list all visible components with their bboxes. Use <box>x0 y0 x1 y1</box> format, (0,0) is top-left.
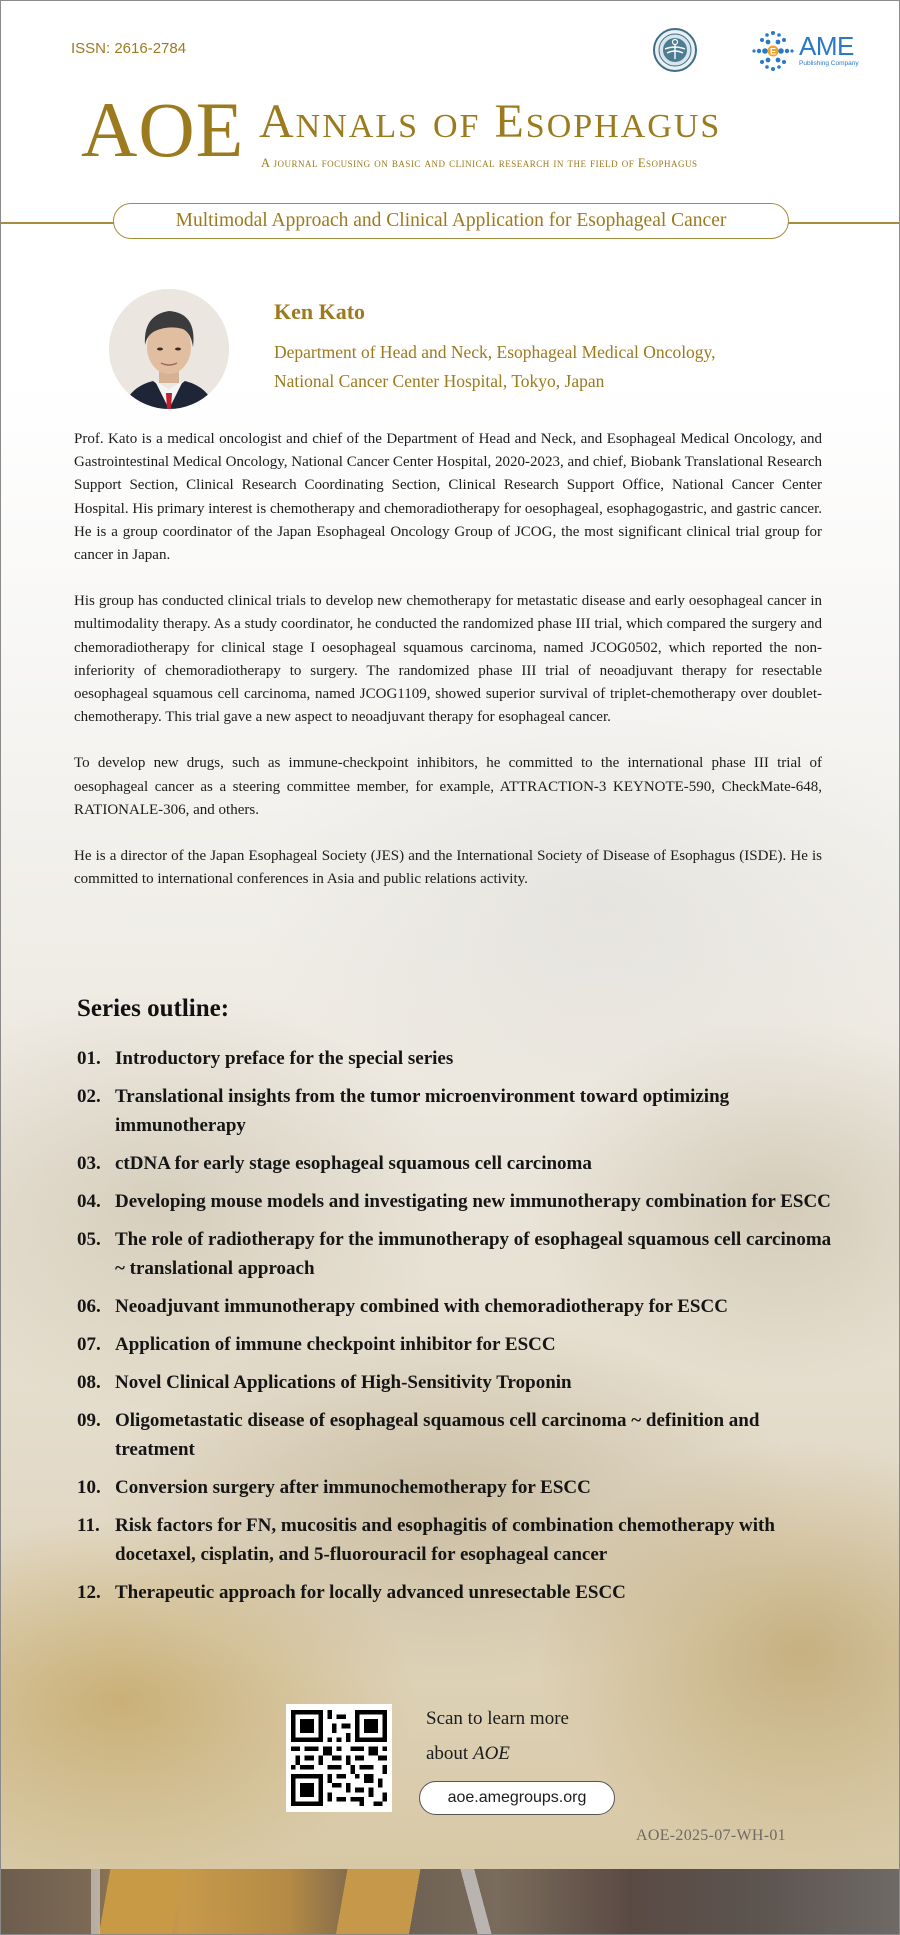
affiliation-line-2: National Cancer Center Hospital, Tokyo, Japan <box>274 371 605 391</box>
outline-heading: Series outline: <box>77 995 230 1022</box>
outline-item <box>77 1292 837 1321</box>
ame-wordmark: AME <box>799 31 854 61</box>
bio-paragraph: His group has conducted clinical trials to develop new chemotherapy for metastatic disease and early oesophageal cancer in multimodality therapy. As a study coordinator, he conducted the randomized phase III trial, which compared the surgery and chemoradiotherapy for clinical stage I oesophageal squamous carcinoma, named JCOG0502, which reported the non-inferiority of chemoradiotherapy to surgery. The randomized phase III trial of neoadjuvant therapy for resectable oesophageal squamous cell carcinoma, named JCOG1109, showed superior survival of triplet-chemotherapy over doublet-chemotherapy. This trial gave a new aspect to neoadjuvant therapy for esophageal cancer. <box>74 593 822 726</box>
outline-number: 09. <box>77 1410 101 1431</box>
divider-right <box>787 222 900 224</box>
outline-number: 08. <box>77 1372 101 1393</box>
series-title: Multimodal Approach and Clinical Application for Esophageal Cancer <box>113 203 789 239</box>
outline-item <box>77 1473 837 1502</box>
scan-line-1: Scan to learn more <box>426 1708 569 1729</box>
outline-item <box>77 1330 837 1359</box>
outline-item <box>77 1578 837 1607</box>
outline-text: ctDNA for early stage esophageal squamous cell carcinoma <box>115 1153 592 1174</box>
outline-number: 01. <box>77 1048 101 1069</box>
outline-text: Novel Clinical Applications of High-Sensitivity Troponin <box>115 1372 572 1393</box>
outline-text: Conversion surgery after immunochemotherapy for ESCC <box>115 1477 591 1498</box>
outline-item <box>77 1044 837 1073</box>
qr-code-icon[interactable] <box>286 1704 392 1812</box>
outline-number: 11. <box>77 1515 100 1536</box>
outline-number: 06. <box>77 1296 101 1317</box>
scan-line-2-prefix: about <box>426 1743 473 1764</box>
outline-number: 03. <box>77 1153 101 1174</box>
svg-text:E: E <box>769 46 777 57</box>
scan-line-2-journal: AOE <box>472 1743 510 1764</box>
outline-text: Developing mouse models and investigating new immunotherapy combination for ESCC <box>115 1191 831 1212</box>
author-name: Ken Kato <box>274 299 366 324</box>
outline-number: 10. <box>77 1477 101 1498</box>
outline-text: Introductory preface for the special series <box>115 1048 454 1069</box>
outline-number: 07. <box>77 1334 101 1355</box>
issn-label: ISSN: 2616-2784 <box>71 40 187 57</box>
author-portrait <box>109 289 229 409</box>
outline-text: Neoadjuvant immunotherapy combined with chemoradiotherapy for ESCC <box>115 1296 728 1317</box>
outline-number: 04. <box>77 1191 101 1212</box>
affiliation-line-1: Department of Head and Neck, Esophageal Medical Oncology, <box>274 342 716 362</box>
journal-abbrev: AOE <box>81 86 245 173</box>
outline-item <box>77 1368 837 1397</box>
outline-text: Application of immune checkpoint inhibitor for ESCC <box>115 1334 556 1355</box>
outline-text: The role of radiotherapy for the immunotherapy of esophageal squamous cell carcinoma ~ translational approach <box>115 1229 832 1279</box>
journal-url-link[interactable]: aoe.amegroups.org <box>419 1781 615 1815</box>
author-bio <box>74 428 822 914</box>
divider-left <box>1 222 115 224</box>
decorative-painting-band <box>1 1869 900 1935</box>
outline-text: Translational insights from the tumor microenvironment toward optimizing immunotherapy <box>115 1086 730 1136</box>
outline-item <box>77 1406 837 1464</box>
ame-subtitle: Publishing Company <box>799 60 859 67</box>
author-affiliation <box>274 338 794 396</box>
outline-text: Risk factors for FN, mucositis and esophagitis of combination chemotherapy with docetaxel, cisplatin, and 5-fluorouracil for esophageal cancer <box>115 1515 775 1565</box>
ame-publisher-logo <box>749 29 859 73</box>
outline-number: 12. <box>77 1582 101 1603</box>
ame-dots-icon <box>749 29 797 73</box>
journal-title: Annals of Esophagus <box>259 95 722 148</box>
outline-item <box>77 1082 837 1140</box>
bio-paragraph: Prof. Kato is a medical oncologist and chief of the Department of Head and Neck, and Esophageal Medical Oncology, and Gastrointestinal Medical Oncology, National Cancer Center Hospital, 2020-2023, and chief, Biobank Translational Research Support Section, Clinical Research Coordinating Section, Clinical Research Support Office, National Cancer Center Hospital. His primary interest is chemotherapy and chemoradiotherapy for oesophageal, esophagogastric, and gastric cancer. He is a group coordinator of the Japan Esophageal Oncology Group of JCOG, the most significant clinical trial group for cancer in Japan. <box>74 431 823 564</box>
scan-prompt <box>426 1701 569 1771</box>
scan-line-2 <box>426 1736 569 1771</box>
outline-item <box>77 1225 837 1283</box>
outline-text: Therapeutic approach for locally advanced unresectable ESCC <box>115 1582 626 1603</box>
outline-number: 05. <box>77 1229 101 1250</box>
outline-item <box>77 1511 837 1569</box>
outline-list <box>77 1044 837 1616</box>
journal-subtitle: A journal focusing on basic and clinical research in the field of Esophagus <box>261 156 698 170</box>
outline-item <box>77 1149 837 1178</box>
society-seal-icon <box>653 28 697 72</box>
outline-text: Oligometastatic disease of esophageal squamous cell carcinoma ~ definition and treatment <box>115 1410 760 1460</box>
outline-item <box>77 1187 837 1216</box>
document-code: AOE-2025-07-WH-01 <box>636 1827 786 1844</box>
outline-number: 02. <box>77 1086 101 1107</box>
bio-paragraph: He is a director of the Japan Esophageal Society (JES) and the International Society of Disease of Esophagus (ISDE). He is committed to international conferences in Asia and public relations activity. <box>74 848 822 888</box>
bio-paragraph: To develop new drugs, such as immune-checkpoint inhibitors, he committed to the international phase III trial of oesophageal cancer as a steering committee member, for example, ATTRACTION-3 KEYNOTE-590, CheckMate-648, RATIONALE-306, and others. <box>74 755 822 818</box>
